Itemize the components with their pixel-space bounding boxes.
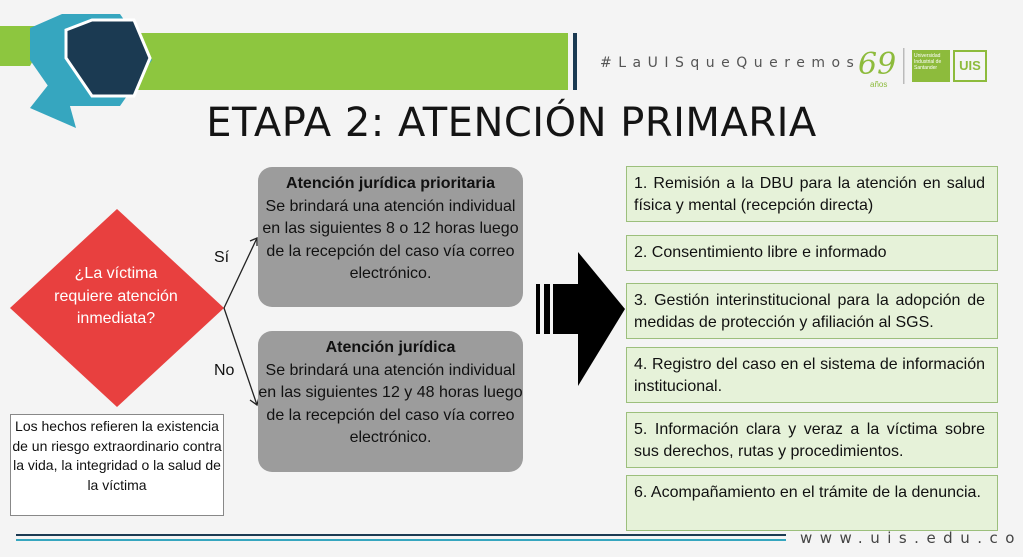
step-3-text: 3. Gestión interinstitucional para la adopción de medidas de protección y afiliación al SGS. xyxy=(634,292,985,331)
regular-attention-box xyxy=(258,331,523,472)
anniversary-logo-sub: años xyxy=(870,80,888,89)
anniversary-logo-number: 69 xyxy=(858,47,897,82)
step-1-text: 1. Remisión a la DBU para la atención en salud física y mental (recepción directa) xyxy=(634,175,985,214)
priority-attention-box xyxy=(258,167,523,307)
university-logo-name: Universidad Industrial de Santander xyxy=(912,50,950,82)
step-1 xyxy=(626,166,998,222)
page-title: ETAPA 2: ATENCIÓN PRIMARIA xyxy=(206,100,817,146)
step-4-text: 4. Registro del caso en el sistema de información institucional. xyxy=(634,356,985,395)
footer-url: www.uis.edu.co xyxy=(800,529,1022,547)
big-arrow xyxy=(536,252,625,386)
question-text: ¿La víctima requiere atención inmediata? xyxy=(54,265,178,327)
uis-logo-mark: UIS xyxy=(953,50,987,82)
yes-label: Sí xyxy=(214,249,230,266)
priority-attention-body: Se brindará una atención individual en las siguientes 8 o 12 horas luego de la recepción del caso vía correo electrónico. xyxy=(262,197,519,282)
step-5-text: 5. Información clara y veraz a la víctima sobre sus derechos, rutas y procedimientos. xyxy=(634,421,985,460)
hashtag: #LaUISqueQueremos xyxy=(600,55,861,71)
logo-divider xyxy=(903,48,905,84)
step-2 xyxy=(626,235,998,271)
footer-line-top xyxy=(16,534,786,536)
step-6 xyxy=(626,475,998,531)
footer-line-bottom xyxy=(16,539,786,541)
no-label: No xyxy=(214,362,235,379)
step-3 xyxy=(626,283,998,339)
step-2-text: 2. Consentimiento libre e informado xyxy=(634,244,887,261)
step-5 xyxy=(626,412,998,468)
regular-attention-body: Se brindará una atención individual en las siguientes 12 y 48 horas luego de la recepción del caso vía correo electrónico. xyxy=(258,361,523,446)
regular-attention-title: Atención jurídica xyxy=(325,339,456,356)
band-divider xyxy=(573,33,577,90)
priority-attention-title: Atención jurídica prioritaria xyxy=(286,175,495,192)
step-4 xyxy=(626,347,998,403)
risk-note: Los hechos refieren la existencia de un riesgo extraordinario contra la vida, la integridad o la salud de la víctima xyxy=(10,414,224,516)
step-6-text: 6. Acompañamiento en el trámite de la denuncia. xyxy=(634,484,981,501)
green-band xyxy=(128,33,568,90)
